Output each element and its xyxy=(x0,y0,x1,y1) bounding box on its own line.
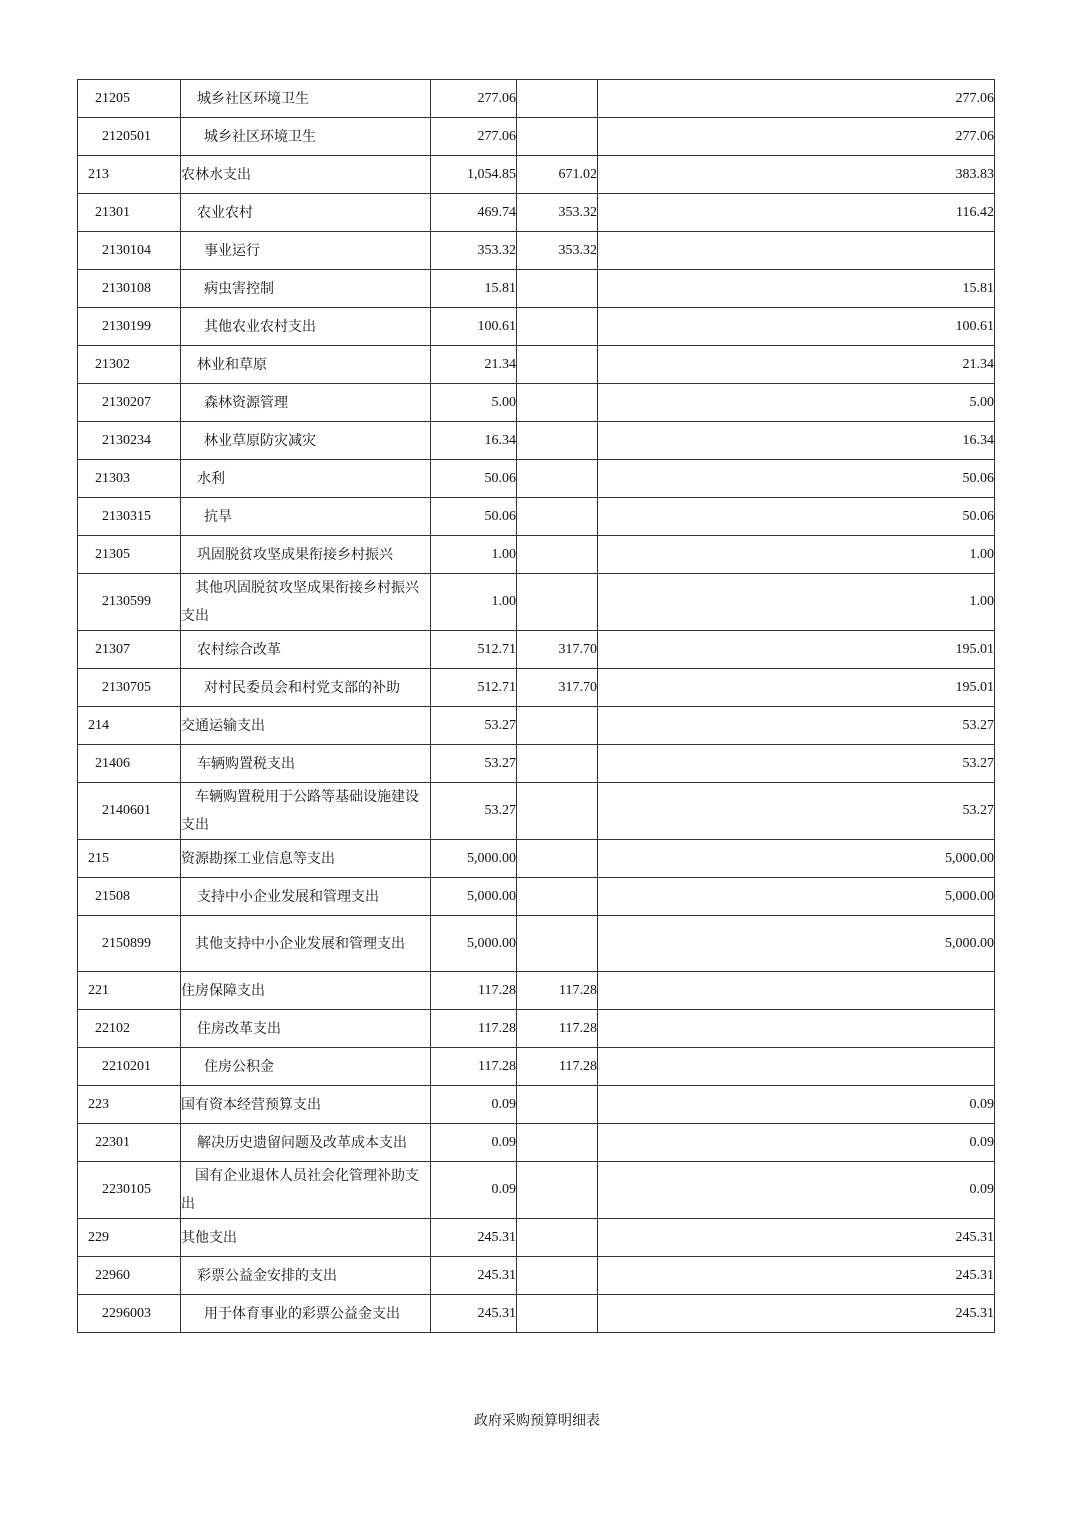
row-code: 2210201 xyxy=(78,1048,181,1086)
row-total: 21.34 xyxy=(431,346,517,384)
row-total: 100.61 xyxy=(431,308,517,346)
row-item-name xyxy=(181,232,431,270)
table-row xyxy=(78,498,995,536)
row-basic xyxy=(517,840,598,878)
row-item-name-text: 用于体育事业的彩票公益金支出 xyxy=(204,1305,400,1322)
table-row xyxy=(78,840,995,878)
table-row xyxy=(78,1162,995,1219)
row-basic xyxy=(517,80,598,118)
table-row xyxy=(78,745,995,783)
row-item-name xyxy=(181,270,431,308)
table-row xyxy=(78,972,995,1010)
table-row xyxy=(78,270,995,308)
table-row xyxy=(78,916,995,972)
row-basic xyxy=(517,308,598,346)
row-project: 1.00 xyxy=(598,536,995,574)
table-row xyxy=(78,308,995,346)
row-item-name-text: 住房公积金 xyxy=(204,1058,274,1075)
row-total: 0.09 xyxy=(431,1086,517,1124)
table-row xyxy=(78,80,995,118)
table-row xyxy=(78,574,995,631)
row-code: 2130108 xyxy=(78,270,181,308)
row-project: 100.61 xyxy=(598,308,995,346)
row-item-name-text: 农村综合改革 xyxy=(197,641,281,658)
row-code: 21301 xyxy=(78,194,181,232)
table-body xyxy=(78,80,995,1333)
row-basic xyxy=(517,707,598,745)
row-total: 5,000.00 xyxy=(431,840,517,878)
row-project: 277.06 xyxy=(598,118,995,156)
row-item-name xyxy=(181,707,431,745)
row-total: 469.74 xyxy=(431,194,517,232)
row-item-name xyxy=(181,1010,431,1048)
row-total: 1.00 xyxy=(431,574,517,631)
row-basic xyxy=(517,745,598,783)
row-total: 245.31 xyxy=(431,1295,517,1333)
row-basic xyxy=(517,498,598,536)
row-code: 2150899 xyxy=(78,916,181,972)
row-item-name xyxy=(181,460,431,498)
row-total: 245.31 xyxy=(431,1219,517,1257)
row-project: 245.31 xyxy=(598,1257,995,1295)
row-code: 22960 xyxy=(78,1257,181,1295)
row-code: 215 xyxy=(78,840,181,878)
row-code: 21302 xyxy=(78,346,181,384)
row-item-name-text: 对村民委员会和村党支部的补助 xyxy=(204,679,400,696)
row-project: 0.09 xyxy=(598,1124,995,1162)
row-item-name-text: 巩固脱贫攻坚成果衔接乡村振兴 xyxy=(197,546,393,563)
row-total: 53.27 xyxy=(431,745,517,783)
row-total: 353.32 xyxy=(431,232,517,270)
row-basic: 353.32 xyxy=(517,232,598,270)
table-row xyxy=(78,1219,995,1257)
table-row xyxy=(78,232,995,270)
row-item-name xyxy=(181,783,431,840)
row-item-name-text: 其他支出 xyxy=(181,1229,237,1246)
row-item-name-text: 国有企业退休人员社会化管理补助支出 xyxy=(181,1168,419,1212)
row-code: 2140601 xyxy=(78,783,181,840)
row-basic: 117.28 xyxy=(517,1010,598,1048)
page-footer-title: 政府采购预算明细表 xyxy=(474,1413,600,1429)
row-total: 512.71 xyxy=(431,669,517,707)
row-item-name-text: 交通运输支出 xyxy=(181,717,265,734)
row-basic xyxy=(517,1162,598,1219)
row-code: 21508 xyxy=(78,878,181,916)
row-project: 245.31 xyxy=(598,1219,995,1257)
row-item-name xyxy=(181,1048,431,1086)
table-row xyxy=(78,669,995,707)
row-total: 277.06 xyxy=(431,80,517,118)
row-item-name xyxy=(181,631,431,669)
row-total: 117.28 xyxy=(431,1048,517,1086)
row-item-name xyxy=(181,308,431,346)
row-item-name xyxy=(181,574,431,631)
row-project: 5,000.00 xyxy=(598,840,995,878)
row-code: 2130199 xyxy=(78,308,181,346)
row-basic: 671.02 xyxy=(517,156,598,194)
row-code: 221 xyxy=(78,972,181,1010)
row-item-name-text: 解决历史遗留问题及改革成本支出 xyxy=(197,1134,407,1151)
row-total: 50.06 xyxy=(431,498,517,536)
row-code: 2130207 xyxy=(78,384,181,422)
row-project: 195.01 xyxy=(598,669,995,707)
row-item-name-text: 林业草原防灾减灾 xyxy=(204,432,316,449)
row-basic xyxy=(517,574,598,631)
row-item-name-text: 林业和草原 xyxy=(197,356,267,373)
row-total: 0.09 xyxy=(431,1162,517,1219)
row-item-name xyxy=(181,1086,431,1124)
row-code: 22301 xyxy=(78,1124,181,1162)
row-code: 2230105 xyxy=(78,1162,181,1219)
table-row xyxy=(78,631,995,669)
row-basic xyxy=(517,346,598,384)
budget-table xyxy=(77,79,995,1333)
row-item-name xyxy=(181,536,431,574)
table-row xyxy=(78,707,995,745)
row-code: 21305 xyxy=(78,536,181,574)
row-item-name-text: 事业运行 xyxy=(204,242,260,259)
row-item-name-text: 病虫害控制 xyxy=(204,280,274,297)
row-code: 21303 xyxy=(78,460,181,498)
row-item-name xyxy=(181,1162,431,1219)
table-row xyxy=(78,1086,995,1124)
row-item-name-text: 支持中小企业发展和管理支出 xyxy=(197,888,379,905)
row-basic: 317.70 xyxy=(517,669,598,707)
row-item-name-text: 住房保障支出 xyxy=(181,982,265,999)
row-basic: 317.70 xyxy=(517,631,598,669)
table-row xyxy=(78,1048,995,1086)
row-item-name-text: 抗旱 xyxy=(204,508,232,525)
row-project: 0.09 xyxy=(598,1162,995,1219)
row-item-name xyxy=(181,156,431,194)
row-basic xyxy=(517,384,598,422)
row-basic xyxy=(517,536,598,574)
row-item-name xyxy=(181,916,431,972)
row-basic xyxy=(517,270,598,308)
row-code: 21406 xyxy=(78,745,181,783)
row-total: 1,054.85 xyxy=(431,156,517,194)
row-item-name-text: 农业农村 xyxy=(197,204,253,221)
row-item-name-text: 水利 xyxy=(197,470,225,487)
row-item-name-text: 城乡社区环境卫生 xyxy=(204,128,316,145)
table-row xyxy=(78,346,995,384)
row-code: 22102 xyxy=(78,1010,181,1048)
row-project: 1.00 xyxy=(598,574,995,631)
row-item-name-text: 其他支持中小企业发展和管理支出 xyxy=(195,935,405,952)
table-row xyxy=(78,536,995,574)
row-project: 277.06 xyxy=(598,80,995,118)
row-project: 116.42 xyxy=(598,194,995,232)
row-project: 50.06 xyxy=(598,460,995,498)
row-item-name xyxy=(181,840,431,878)
row-item-name xyxy=(181,1257,431,1295)
row-total: 53.27 xyxy=(431,707,517,745)
row-item-name-text: 车辆购置税用于公路等基础设施建设支出 xyxy=(181,789,419,833)
row-project: 21.34 xyxy=(598,346,995,384)
row-code: 21205 xyxy=(78,80,181,118)
row-project xyxy=(598,1048,995,1086)
row-item-name-text: 国有资本经营预算支出 xyxy=(181,1096,321,1113)
row-project: 53.27 xyxy=(598,707,995,745)
row-basic xyxy=(517,783,598,840)
row-basic xyxy=(517,1257,598,1295)
row-total: 16.34 xyxy=(431,422,517,460)
row-item-name-text: 农林水支出 xyxy=(181,166,251,183)
row-item-name xyxy=(181,346,431,384)
row-project: 53.27 xyxy=(598,783,995,840)
row-project: 50.06 xyxy=(598,498,995,536)
row-code: 21307 xyxy=(78,631,181,669)
row-item-name xyxy=(181,384,431,422)
row-item-name xyxy=(181,194,431,232)
row-basic xyxy=(517,1219,598,1257)
row-basic xyxy=(517,1124,598,1162)
row-project xyxy=(598,972,995,1010)
row-total: 0.09 xyxy=(431,1124,517,1162)
row-item-name xyxy=(181,669,431,707)
row-basic xyxy=(517,878,598,916)
row-total: 117.28 xyxy=(431,1010,517,1048)
row-basic: 117.28 xyxy=(517,972,598,1010)
row-total: 5,000.00 xyxy=(431,878,517,916)
row-project xyxy=(598,1010,995,1048)
row-total: 277.06 xyxy=(431,118,517,156)
row-basic xyxy=(517,422,598,460)
row-item-name xyxy=(181,878,431,916)
row-project: 5,000.00 xyxy=(598,916,995,972)
row-basic: 353.32 xyxy=(517,194,598,232)
row-item-name xyxy=(181,745,431,783)
row-project: 5,000.00 xyxy=(598,878,995,916)
row-project: 245.31 xyxy=(598,1295,995,1333)
row-code: 214 xyxy=(78,707,181,745)
row-item-name-text: 住房改革支出 xyxy=(197,1020,281,1037)
row-code: 2130599 xyxy=(78,574,181,631)
row-project: 195.01 xyxy=(598,631,995,669)
row-item-name xyxy=(181,80,431,118)
row-total: 5,000.00 xyxy=(431,916,517,972)
table-row xyxy=(78,156,995,194)
table-row xyxy=(78,878,995,916)
row-code: 2130104 xyxy=(78,232,181,270)
row-item-name xyxy=(181,1295,431,1333)
row-item-name xyxy=(181,972,431,1010)
row-item-name-text: 彩票公益金安排的支出 xyxy=(197,1267,337,1284)
row-item-name-text: 车辆购置税支出 xyxy=(197,755,295,772)
row-basic xyxy=(517,460,598,498)
row-code: 2120501 xyxy=(78,118,181,156)
row-total: 53.27 xyxy=(431,783,517,840)
row-basic: 117.28 xyxy=(517,1048,598,1086)
row-total: 245.31 xyxy=(431,1257,517,1295)
table-row xyxy=(78,194,995,232)
row-total: 1.00 xyxy=(431,536,517,574)
row-code: 2130315 xyxy=(78,498,181,536)
row-project xyxy=(598,232,995,270)
table-row xyxy=(78,1010,995,1048)
row-total: 50.06 xyxy=(431,460,517,498)
row-project: 0.09 xyxy=(598,1086,995,1124)
row-item-name-text: 城乡社区环境卫生 xyxy=(197,90,309,107)
row-basic xyxy=(517,1295,598,1333)
row-item-name xyxy=(181,1124,431,1162)
table-row xyxy=(78,422,995,460)
row-total: 5.00 xyxy=(431,384,517,422)
row-project: 16.34 xyxy=(598,422,995,460)
row-item-name-text: 其他巩固脱贫攻坚成果衔接乡村振兴支出 xyxy=(181,580,419,624)
row-project: 15.81 xyxy=(598,270,995,308)
row-item-name xyxy=(181,1219,431,1257)
row-item-name-text: 其他农业农村支出 xyxy=(204,318,316,335)
row-total: 512.71 xyxy=(431,631,517,669)
table-row xyxy=(78,783,995,840)
row-code: 229 xyxy=(78,1219,181,1257)
row-code: 223 xyxy=(78,1086,181,1124)
table-row xyxy=(78,1124,995,1162)
row-total: 15.81 xyxy=(431,270,517,308)
row-item-name-text: 森林资源管理 xyxy=(204,394,288,411)
row-project: 383.83 xyxy=(598,156,995,194)
row-code: 2296003 xyxy=(78,1295,181,1333)
row-item-name xyxy=(181,118,431,156)
row-code: 2130234 xyxy=(78,422,181,460)
row-code: 213 xyxy=(78,156,181,194)
row-basic xyxy=(517,916,598,972)
row-project: 53.27 xyxy=(598,745,995,783)
table-row xyxy=(78,1257,995,1295)
row-code: 2130705 xyxy=(78,669,181,707)
row-project: 5.00 xyxy=(598,384,995,422)
table-row xyxy=(78,1295,995,1333)
row-item-name xyxy=(181,498,431,536)
row-basic xyxy=(517,118,598,156)
row-item-name xyxy=(181,422,431,460)
row-total: 117.28 xyxy=(431,972,517,1010)
table-row xyxy=(78,384,995,422)
table-row xyxy=(78,460,995,498)
row-basic xyxy=(517,1086,598,1124)
table-row xyxy=(78,118,995,156)
row-item-name-text: 资源勘探工业信息等支出 xyxy=(181,850,335,867)
